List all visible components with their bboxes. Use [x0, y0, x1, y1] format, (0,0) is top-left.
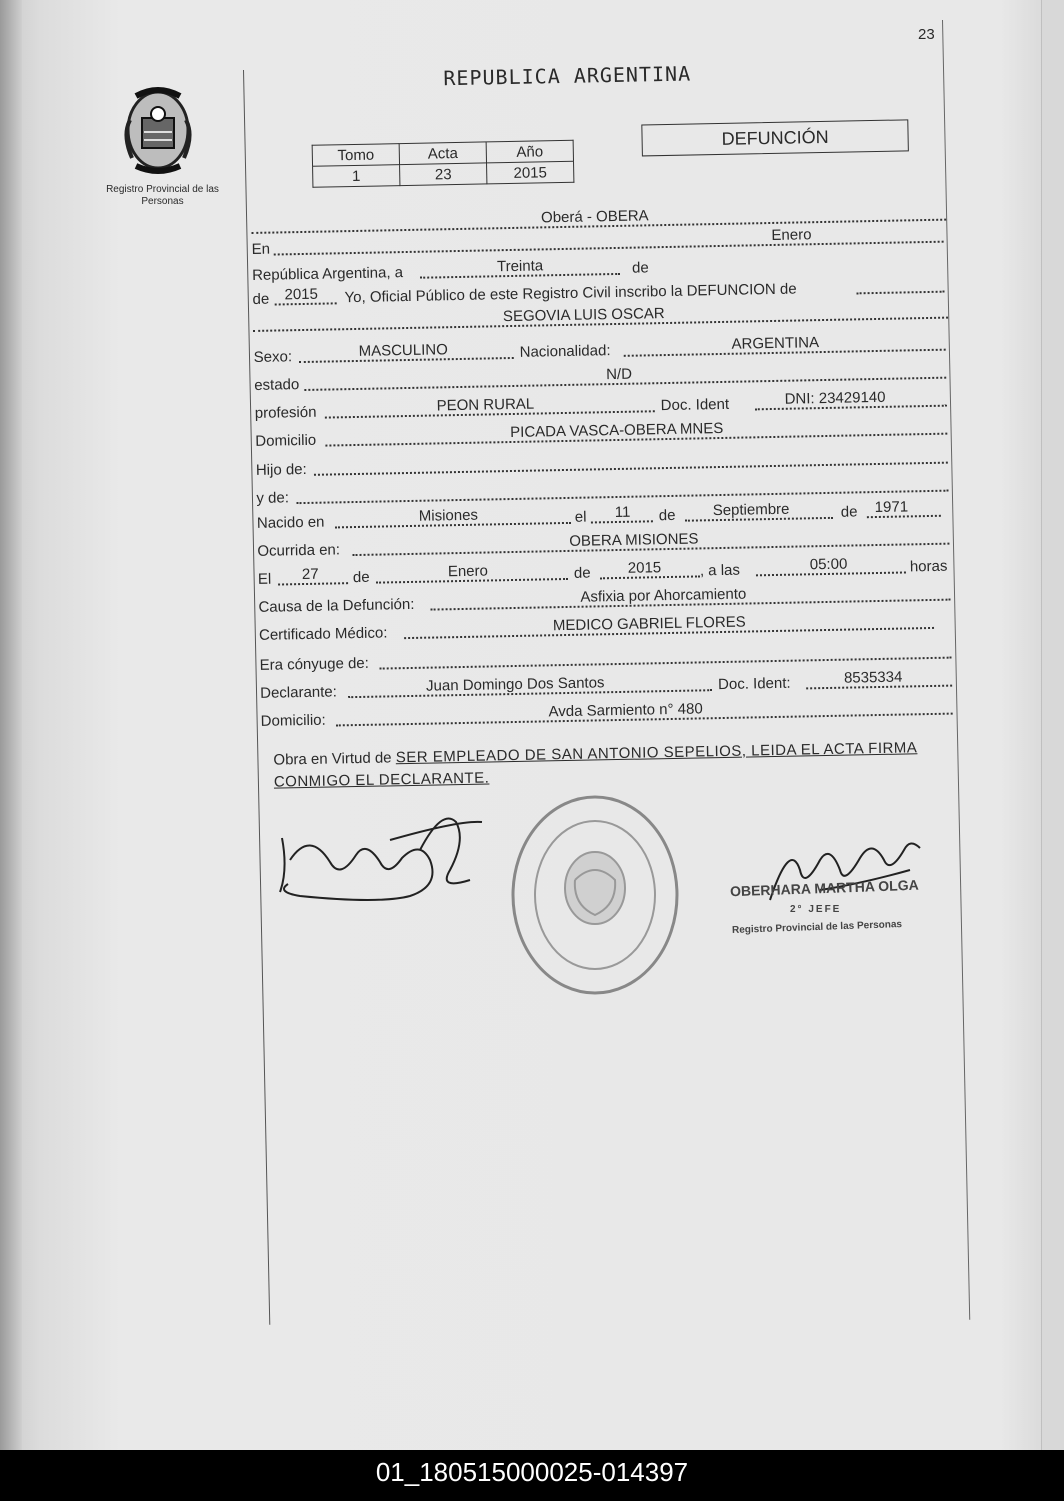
nacido-label: Nacido en: [256, 513, 325, 532]
anio-header: Año: [486, 140, 573, 163]
ocurrida-label: Ocurrida en:: [257, 541, 341, 560]
declarante-label: Declarante:: [259, 683, 338, 702]
obra-label: Obra en Virtud de: [273, 749, 392, 769]
death-month-value: Enero: [447, 562, 489, 581]
obra-text: SER EMPLEADO DE SAN ANTONIO SEPELIOS, LEIDA EL ACTA FIRMA CONMIGO EL DECLARANTE.: [273, 739, 918, 791]
nacionalidad-value: ARGENTINA: [731, 334, 820, 353]
birth-month-value: Septiembre: [712, 500, 790, 520]
de-label: de: [573, 564, 591, 582]
birth-day-value: 11: [614, 503, 631, 522]
el-label: el: [574, 508, 587, 526]
time-value: 05:00: [809, 555, 848, 574]
scan-id-footer: 01_180515000025-014397: [0, 1450, 1064, 1501]
profesion-value: PEON RURAL: [436, 395, 535, 415]
reference-table: [312, 140, 575, 188]
doc-ident-label: Doc. Ident:: [717, 674, 791, 694]
certificado-label: Certificado Médico:: [258, 624, 388, 644]
tomo-value: 1: [313, 165, 400, 188]
doc-ident-value: DNI: 23429140: [784, 388, 886, 408]
republica-label: República Argentina, a: [251, 264, 404, 284]
registry-caption: Registro Provincial de las Personas: [106, 184, 219, 207]
de-label: de: [658, 506, 676, 525]
official-signature-block: [720, 830, 950, 950]
page-binding-edge: [0, 0, 22, 1450]
country-heading: REPUBLICA ARGENTINA: [443, 61, 692, 91]
dotted-line: [857, 291, 945, 295]
domicilio-value: PICADA VASCA-OBERA MNES: [510, 419, 724, 442]
death-day-value: 27: [301, 565, 319, 584]
birth-year-value: 1971: [874, 498, 909, 517]
estado-label: estado: [254, 376, 300, 394]
declarante-value: Juan Domingo Dos Santos: [425, 674, 605, 695]
causa-value: Asfixia por Ahorcamiento: [580, 585, 747, 606]
document-type-box: DEFUNCIÓN: [641, 119, 909, 156]
page-right-edge: [1041, 0, 1064, 1450]
nacionalidad-label: Nacionalidad:: [519, 342, 611, 361]
city-value: Oberá - OBERA: [540, 207, 649, 227]
day-word-value: Treinta: [496, 257, 544, 276]
death-year-value: 2015: [627, 559, 662, 577]
tomo-header: Tomo: [312, 144, 399, 167]
misiones-coat-of-arms-icon: [118, 80, 198, 176]
domicilio-label: Domicilio:: [260, 711, 326, 730]
acta-header: Acta: [399, 142, 486, 165]
causa-label: Causa de la Defunción:: [258, 595, 415, 616]
sexo-value: MASCULINO: [358, 341, 448, 360]
official-title: 2° JEFE: [790, 904, 842, 915]
declarant-signature-icon: [270, 800, 490, 910]
hijo-label: Hijo de:: [255, 460, 307, 479]
official-name: OBERHARA MARTHA OLGA: [729, 876, 919, 900]
official-signature-icon: [760, 830, 930, 910]
acta-value: 23: [400, 163, 487, 186]
official-office: Registro Provincial de las Personas: [731, 919, 903, 936]
y-de-label: y de:: [256, 489, 290, 507]
doc-ident-label: Doc. Ident: [660, 395, 730, 415]
de-label: de: [352, 568, 370, 587]
sexo-label: Sexo:: [253, 348, 293, 366]
de-label: de: [840, 503, 858, 521]
de-label: de: [252, 290, 270, 308]
el-label: El: [257, 570, 272, 588]
deceased-name-value: SEGOVIA LUIS OSCAR: [502, 305, 665, 326]
profesion-label: profesión: [254, 403, 317, 422]
anio-value: 2015: [487, 161, 574, 184]
inscribo-text: Yo, Oficial Público de este Registro Civil inscribo la DEFUNCION de: [344, 280, 797, 307]
month-value: Enero: [771, 226, 812, 244]
obra-paragraph: [273, 736, 974, 793]
domicilio-declarante-value: Avda Sarmiento n° 480: [548, 700, 703, 721]
domicilio-label: Domicilio: [255, 431, 317, 450]
de-label: de: [631, 259, 649, 277]
death-certificate-form: [248, 46, 982, 820]
en-label: En: [251, 240, 271, 258]
page-number: 23: [918, 26, 935, 43]
registry-seal-icon: [505, 790, 685, 1000]
horas-label: horas: [909, 557, 948, 576]
ocurrida-value: OBERA MISIONES: [569, 530, 699, 550]
doc-ident-value: 8535334: [843, 668, 903, 687]
nacido-en-value: Misiones: [418, 506, 479, 525]
estado-value: N/D: [605, 365, 633, 384]
conyuge-label: Era cónyuge de:: [259, 654, 370, 674]
year-value: 2015: [284, 285, 319, 304]
certificado-value: MEDICO GABRIEL FLORES: [552, 613, 746, 635]
a-las-label: , a las: [699, 561, 741, 580]
